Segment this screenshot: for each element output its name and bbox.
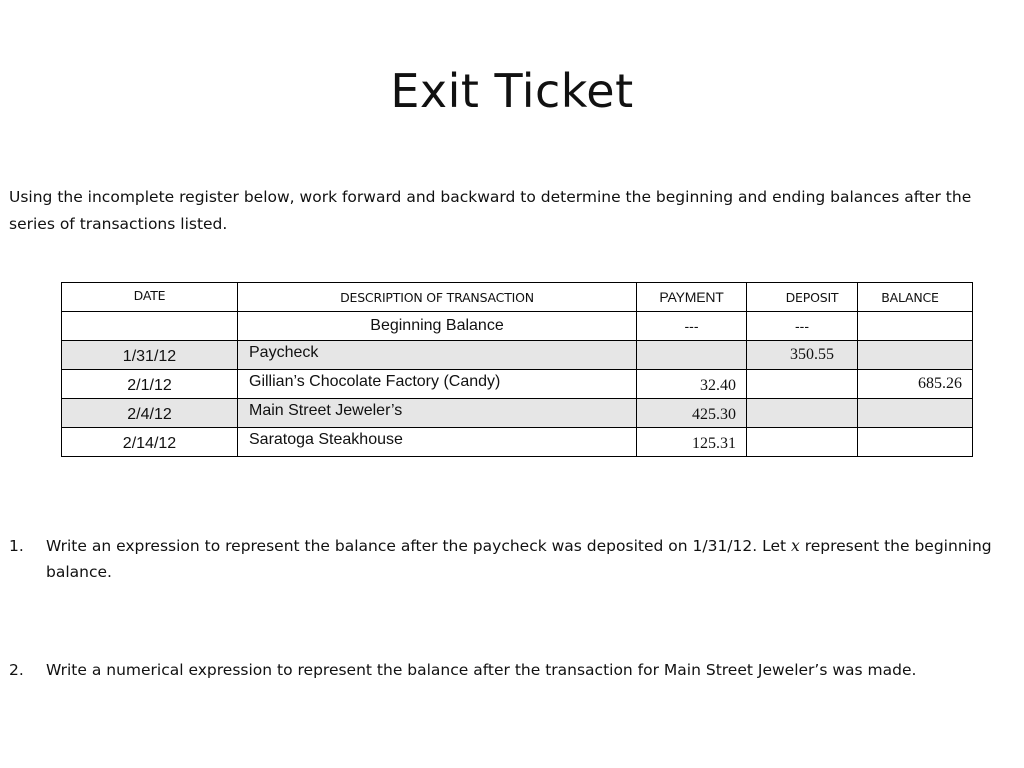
cell-description: Main Street Jeweler’s	[238, 399, 637, 428]
cell-date	[62, 312, 238, 341]
table-header-row	[62, 283, 973, 312]
cell-description: Gillian’s Chocolate Factory (Candy)	[238, 370, 637, 399]
variable-x: x	[791, 537, 800, 555]
cell-payment: 125.31	[637, 428, 747, 457]
cell-payment: 32.40	[637, 370, 747, 399]
cell-balance	[858, 428, 973, 457]
question-text	[46, 533, 1009, 585]
question-text-part: represent the beginning balance.	[46, 537, 992, 581]
header-description: DESCRIPTION OF TRANSACTION	[238, 283, 637, 312]
question-number: 2.	[9, 661, 24, 679]
header-date: DATE	[62, 283, 238, 312]
table-row	[62, 428, 973, 457]
cell-balance	[858, 312, 973, 341]
cell-balance: 685.26	[858, 370, 973, 399]
question-text-part: Write an expression to represent the balance after the paycheck was deposited on 1/31/12. Let	[46, 537, 792, 555]
cell-deposit: 350.55	[747, 341, 858, 370]
slide-title: Exit Ticket	[390, 64, 634, 118]
cell-deposit	[747, 428, 858, 457]
question-2	[9, 657, 1009, 683]
cell-balance	[858, 399, 973, 428]
instructions-text: Using the incomplete register below, work forward and backward to determine the beginning and ending balances after the series of transactions listed.	[9, 188, 972, 233]
table-row	[62, 399, 973, 428]
question-number: 1.	[9, 537, 24, 555]
table-row	[62, 370, 973, 399]
cell-payment: 425.30	[637, 399, 747, 428]
cell-payment	[637, 341, 747, 370]
cell-date: 2/1/12	[62, 370, 238, 399]
cell-date: 1/31/12	[62, 341, 238, 370]
cell-deposit	[747, 370, 858, 399]
cell-description: Beginning Balance	[238, 312, 637, 341]
question-text: Write a numerical expression to represent the balance after the transaction for Main Street Jeweler’s was made.	[46, 661, 917, 679]
header-deposit: DEPOSIT	[747, 283, 858, 312]
header-payment: PAYMENT	[637, 283, 747, 312]
cell-description: Paycheck	[238, 341, 637, 370]
cell-date: 2/14/12	[62, 428, 238, 457]
table-row	[62, 312, 973, 341]
table-row	[62, 341, 973, 370]
cell-date: 2/4/12	[62, 399, 238, 428]
header-balance: BALANCE	[858, 283, 973, 312]
check-register-table	[61, 282, 973, 457]
cell-deposit	[747, 399, 858, 428]
question-1	[9, 533, 1009, 585]
cell-description: Saratoga Steakhouse	[238, 428, 637, 457]
cell-balance	[858, 341, 973, 370]
cell-payment: ---	[637, 312, 747, 341]
cell-deposit: ---	[747, 312, 858, 341]
